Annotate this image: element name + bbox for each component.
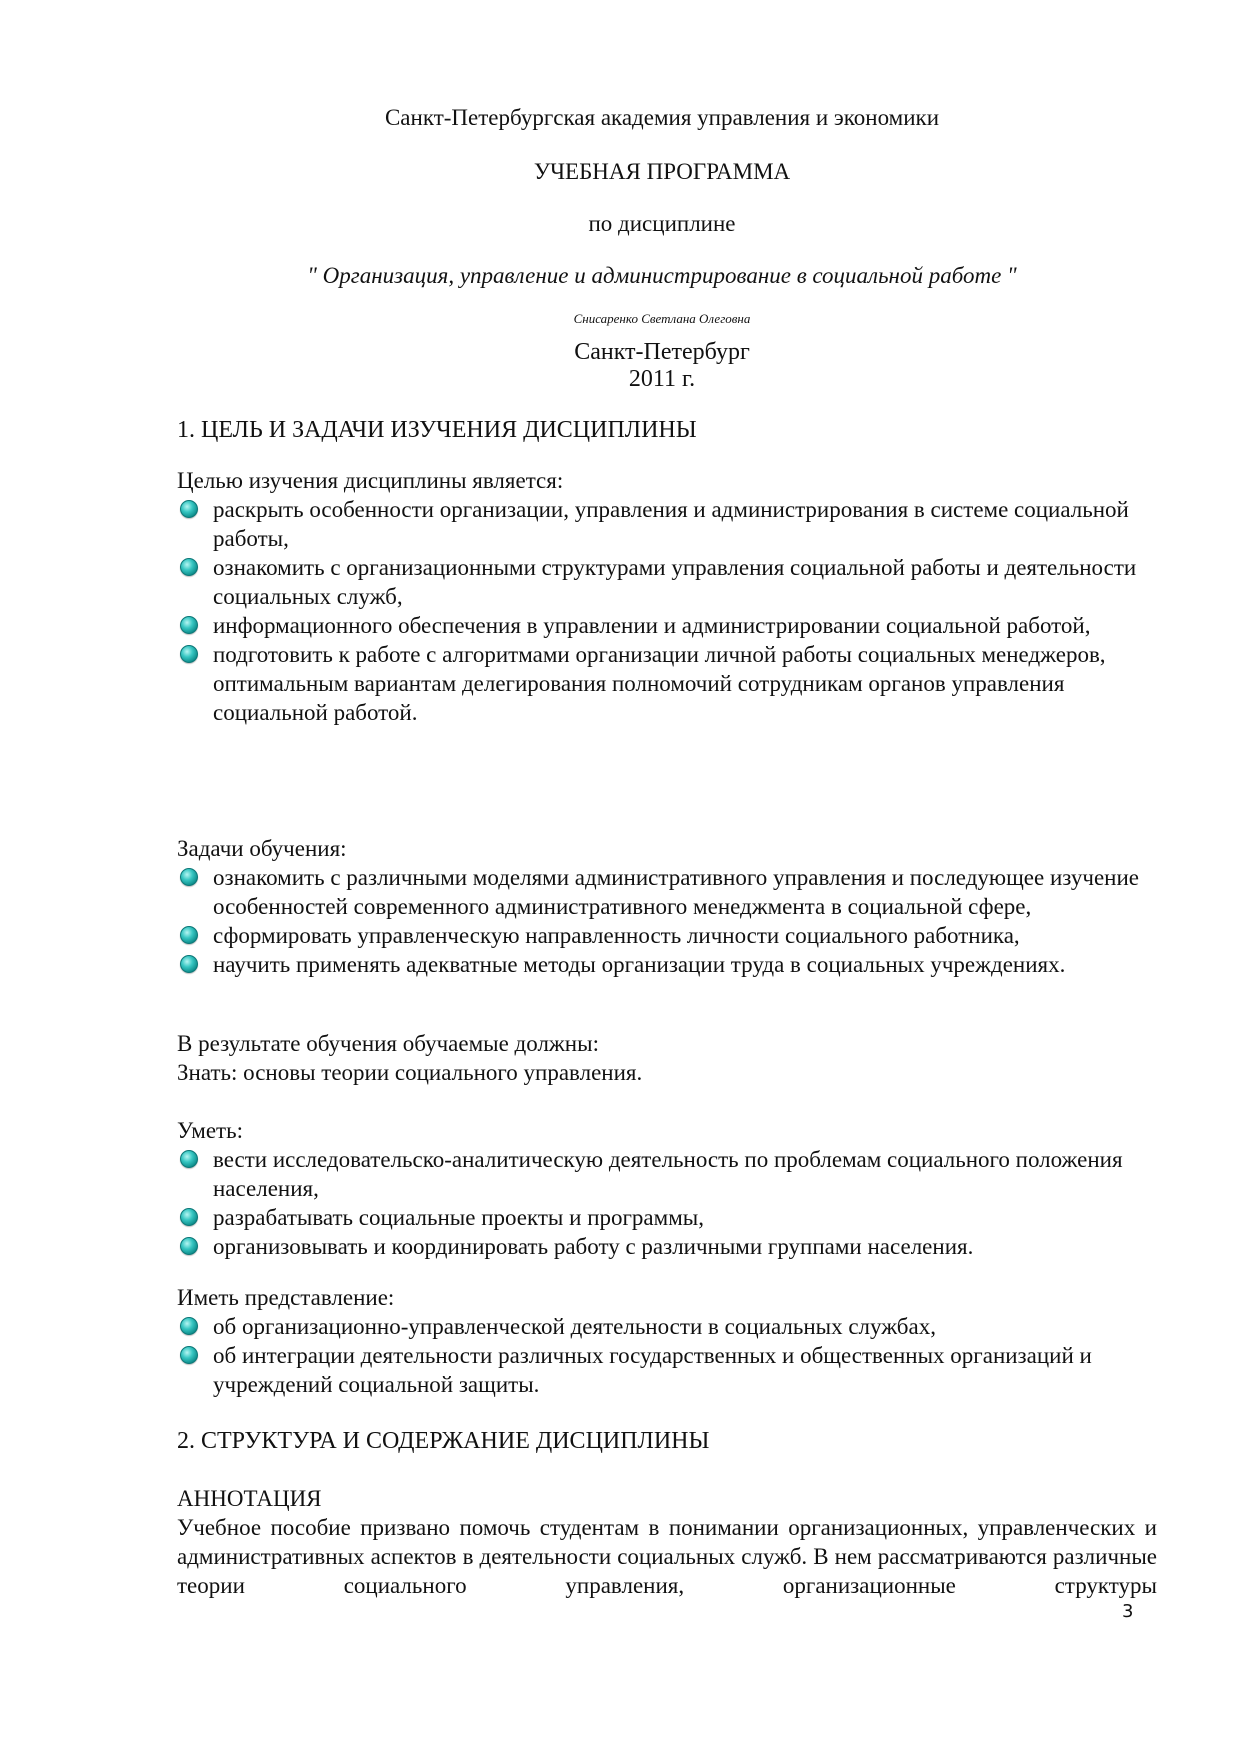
teal-sphere-bullet-icon <box>180 500 198 518</box>
list-item: организовывать и координировать работу с различными группами населения. <box>177 1232 1157 1261</box>
author-name: Снисаренко Светлана Олеговна <box>573 311 751 326</box>
ideas-block <box>177 1283 1157 1399</box>
know-line: Знать: основы теории социального управления. <box>177 1060 643 1085</box>
by-discipline: по дисциплине <box>588 211 736 236</box>
result-intro: В результате обучения обучаемые должны: <box>177 1031 599 1056</box>
teal-sphere-bullet-icon <box>180 558 198 576</box>
skills-list <box>177 1145 1157 1261</box>
annotation-block <box>177 1484 1157 1600</box>
teal-sphere-bullet-icon <box>180 616 198 634</box>
list-item: об интеграции деятельности различных государственных и общественных организаций и учреждений социальной защиты. <box>177 1341 1157 1399</box>
tasks-intro: Задачи обучения: <box>177 836 347 861</box>
annotation-title: АННОТАЦИЯ <box>177 1486 322 1511</box>
goals-block <box>177 466 1157 727</box>
city: Санкт-Петербург <box>574 339 750 365</box>
page-number: 3 <box>1122 1601 1134 1622</box>
results-block <box>177 1029 1157 1087</box>
goals-intro: Целью изучения дисциплины является: <box>177 468 564 493</box>
list-item: ознакомить с организационными структурами управления социальной работы и деятельности социальных служб, <box>177 553 1157 611</box>
list-item: ознакомить с различными моделями административного управления и последующее изучение особенностей современного административного менеджмента в социальной сфере, <box>177 863 1157 921</box>
teal-sphere-bullet-icon <box>180 955 198 973</box>
list-item: вести исследовательско-аналитическую деятельность по проблемам социального положения населения, <box>177 1145 1157 1203</box>
list-item: об организационно-управленческой деятельности в социальных службах, <box>177 1312 1157 1341</box>
teal-sphere-bullet-icon <box>180 926 198 944</box>
tasks-list <box>177 863 1157 979</box>
teal-sphere-bullet-icon <box>180 868 198 886</box>
list-item: информационного обеспечения в управлении и администрировании социальной работой, <box>177 611 1157 640</box>
teal-sphere-bullet-icon <box>180 645 198 663</box>
list-item: подготовить к работе с алгоритмами организации личной работы социальных менеджеров, оптимальным вариантам делегирования полномочий сотрудникам органов управления социальной работой. <box>177 640 1157 727</box>
section1-title: 1. ЦЕЛЬ И ЗАДАЧИ ИЗУЧЕНИЯ ДИСЦИПЛИНЫ <box>177 417 697 443</box>
teal-sphere-bullet-icon <box>180 1317 198 1335</box>
tasks-block <box>177 834 1157 979</box>
academy-name: Санкт-Петербургская академия управления и экономики <box>384 105 940 130</box>
skills-block <box>177 1116 1157 1261</box>
teal-sphere-bullet-icon <box>180 1208 198 1226</box>
list-item: научить применять адекватные методы организации труда в социальных учреждениях. <box>177 950 1157 979</box>
list-item: разрабатывать социальные проекты и программы, <box>177 1203 1157 1232</box>
year: 2011 г. <box>628 366 696 392</box>
skills-intro: Уметь: <box>177 1118 243 1143</box>
annotation-text: Учебное пособие призвано помочь студентам в понимании организационных, управленческих и административных аспектов в деятельности социальных служб. В нем рассматриваются различные теории социального управления, организационные структуры <box>177 1515 1157 1598</box>
teal-sphere-bullet-icon <box>180 1150 198 1168</box>
list-item: сформировать управленческую направленность личности социального работника, <box>177 921 1157 950</box>
teal-sphere-bullet-icon <box>180 1346 198 1364</box>
list-item: раскрыть особенности организации, управления и администрирования в системе социальной работы, <box>177 495 1157 553</box>
course-title: " Организация, управление и администрирование в социальной работе " <box>307 263 1017 288</box>
doc-type: УЧЕБНАЯ ПРОГРАММА <box>533 159 791 184</box>
teal-sphere-bullet-icon <box>180 1237 198 1255</box>
section2-title: 2. СТРУКТУРА И СОДЕРЖАНИЕ ДИСЦИПЛИНЫ <box>177 1428 710 1454</box>
ideas-list <box>177 1312 1157 1399</box>
ideas-intro: Иметь представление: <box>177 1285 395 1310</box>
goals-list <box>177 495 1157 727</box>
